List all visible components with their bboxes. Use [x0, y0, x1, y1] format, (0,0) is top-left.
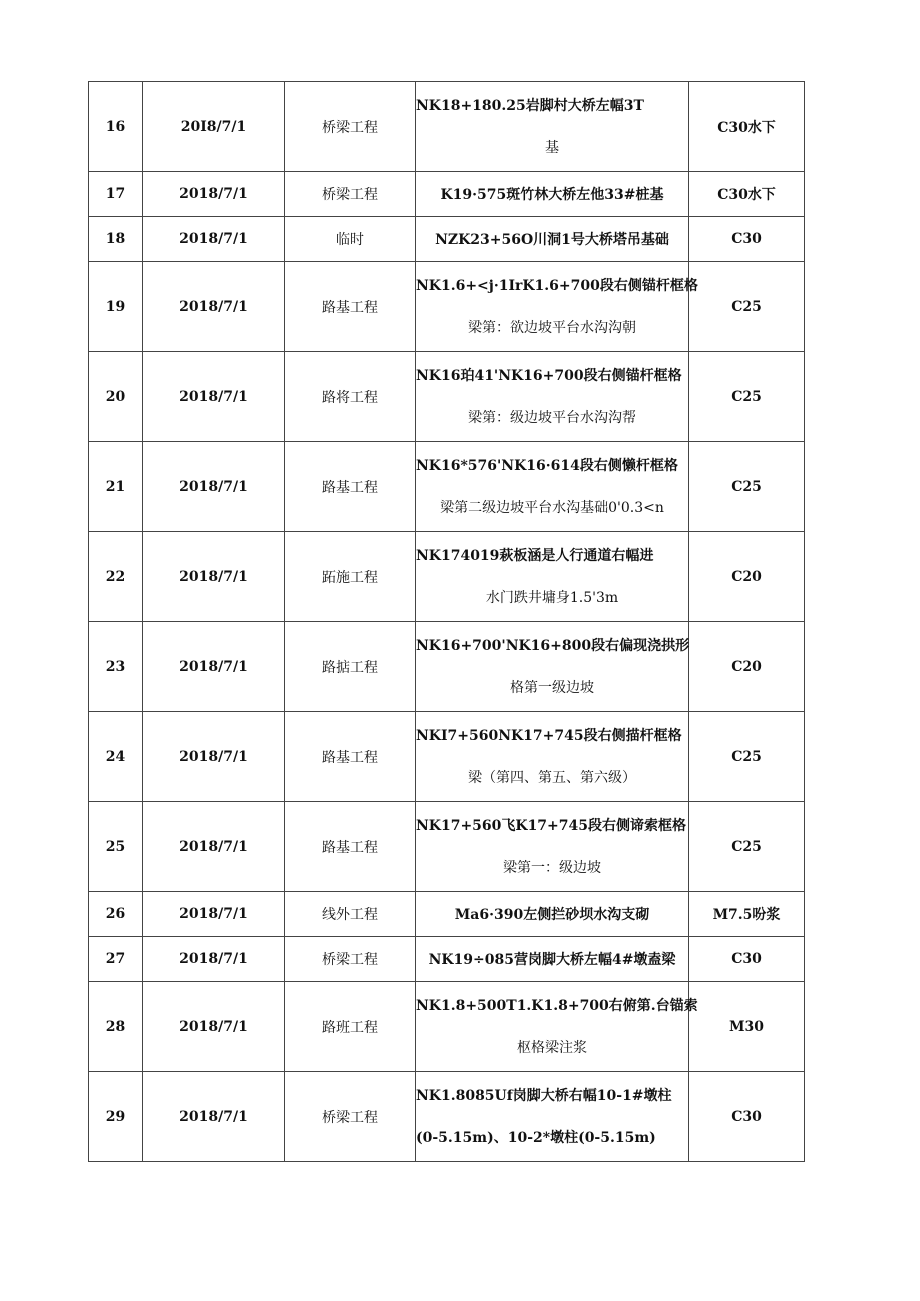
- work-type: 桥梁工程: [285, 82, 416, 172]
- row-number: 19: [89, 262, 143, 352]
- concrete-grade: C30水下: [689, 82, 805, 172]
- work-part-line-1: Ma6·390左侧拦砂坝水沟支砌: [454, 907, 650, 923]
- work-part-line-2: 梁第：级边坡平台水沟沟帮: [468, 409, 636, 426]
- work-part: [416, 172, 689, 217]
- row-number: 18: [89, 217, 143, 262]
- row-number: 29: [89, 1072, 143, 1162]
- work-part-line-1: K19·575斑竹林大桥左他33#桩基: [440, 187, 664, 203]
- table-row: [89, 937, 805, 982]
- work-type: 路基工程: [285, 442, 416, 532]
- work-part-line-1: NZK23+56O川洞1号大桥塔吊基础: [435, 232, 669, 248]
- pour-date: 2018/7/1: [143, 892, 285, 937]
- work-part: [416, 802, 689, 892]
- work-part: [416, 982, 698, 1072]
- concrete-grade: C30: [689, 1072, 805, 1162]
- pour-date: 2018/7/1: [143, 352, 285, 442]
- table-row: [89, 712, 805, 802]
- work-type: 路基工程: [285, 802, 416, 892]
- work-type: 桥梁工程: [285, 172, 416, 217]
- work-part-line-1: NK17+560飞K17+745段右侧谛索框格: [416, 817, 687, 834]
- work-part-line-1: NK16*576'NK16·614段右侧懒杆框格: [416, 457, 678, 474]
- concrete-grade: C30水下: [689, 172, 805, 217]
- pour-date: 2018/7/1: [143, 442, 285, 532]
- table-row: [89, 262, 805, 352]
- row-number: 23: [89, 622, 143, 712]
- concrete-grade: C25: [689, 802, 805, 892]
- table-row: [89, 622, 805, 712]
- work-part-line-1: NK18+180.25岩脚村大桥左幅3T: [416, 97, 644, 114]
- table-row: [89, 442, 805, 532]
- work-part: [416, 1072, 689, 1162]
- work-type: 路将工程: [285, 352, 416, 442]
- work-part: [416, 712, 689, 802]
- row-number: 28: [89, 982, 143, 1072]
- table-row: [89, 982, 805, 1072]
- row-number: 22: [89, 532, 143, 622]
- row-number: 20: [89, 352, 143, 442]
- concrete-grade: C20: [689, 532, 805, 622]
- work-part: [416, 442, 689, 532]
- work-type: 桥梁工程: [285, 1072, 416, 1162]
- work-part: [416, 262, 698, 352]
- concrete-grade: C30: [689, 937, 805, 982]
- work-type: 路掂工程: [285, 622, 416, 712]
- work-part-line-1: NK1.6+<j·1IrK1.6+700段右侧锚杆框格: [416, 277, 698, 294]
- work-part: [416, 937, 689, 982]
- pour-date: 2018/7/1: [143, 262, 285, 352]
- work-part: [416, 217, 689, 262]
- work-part: [416, 622, 689, 712]
- work-part-line-2: (0-5.15m)、10-2*墩柱(0-5.15m): [416, 1129, 656, 1146]
- work-type: 桥梁工程: [285, 937, 416, 982]
- work-part-line-2: 枢格梁注浆: [517, 1039, 587, 1056]
- concrete-grade: M30: [689, 982, 805, 1072]
- work-part-line-1: NK16珀41'NK16+700段右侧锚杆框格: [416, 367, 682, 384]
- work-part-line-2: 梁第二级边坡平台水沟基础0'0.3<n: [440, 499, 664, 516]
- work-part-line-1: NK19÷085营岗脚大桥左幅4#墩盍梁: [428, 952, 676, 968]
- work-type: 路基工程: [285, 712, 416, 802]
- row-number: 26: [89, 892, 143, 937]
- pour-date: 2018/7/1: [143, 217, 285, 262]
- work-type: 临时: [285, 217, 416, 262]
- table-row: [89, 802, 805, 892]
- row-number: 25: [89, 802, 143, 892]
- concrete-grade: C25: [689, 352, 805, 442]
- work-part-line-2: 水门跌井墉身1.5'3m: [485, 589, 619, 606]
- work-part: [416, 532, 689, 622]
- work-part-line-1: NK16+700'NK16+800段右偏现浇拱形: [416, 637, 690, 654]
- concrete-grade: C25: [689, 262, 805, 352]
- work-type: 跖施工程: [285, 532, 416, 622]
- row-number: 17: [89, 172, 143, 217]
- table-row: [89, 1072, 805, 1162]
- table-row: [89, 217, 805, 262]
- work-part-line-2: 格第一级边坡: [510, 679, 594, 696]
- work-type: 路基工程: [285, 262, 416, 352]
- pour-date: 2018/7/1: [143, 802, 285, 892]
- row-number: 24: [89, 712, 143, 802]
- work-part-line-1: NK1.8+500T1.K1.8+700右俯第.台锚索: [416, 997, 698, 1014]
- work-type: 路班工程: [285, 982, 416, 1072]
- pour-date: 2018/7/1: [143, 172, 285, 217]
- work-part-line-2: 基: [545, 139, 559, 156]
- row-number: 16: [89, 82, 143, 172]
- pour-date: 2018/7/1: [143, 622, 285, 712]
- work-part-line-2: 梁（第四、第五、第六级）: [468, 769, 636, 786]
- pour-date: 2018/7/1: [143, 982, 285, 1072]
- table-row: [89, 532, 805, 622]
- concrete-grade: M7.5吩浆: [689, 892, 805, 937]
- concrete-pour-table: [88, 81, 805, 1162]
- row-number: 21: [89, 442, 143, 532]
- work-part-line-2: 梁第：欲边坡平台水沟沟朝: [468, 319, 636, 336]
- work-part: [416, 892, 689, 937]
- pour-date: 2018/7/1: [143, 937, 285, 982]
- work-type: 线外工程: [285, 892, 416, 937]
- work-part: [416, 352, 689, 442]
- pour-date: 20I8/7/1: [143, 82, 285, 172]
- pour-date: 2018/7/1: [143, 712, 285, 802]
- table-row: [89, 82, 805, 172]
- work-part-line-2: 梁第一：级边坡: [503, 859, 601, 876]
- work-part-line-1: NKI7+560NK17+745段右侧描杆框格: [416, 727, 682, 744]
- table-row: [89, 352, 805, 442]
- row-number: 27: [89, 937, 143, 982]
- concrete-grade: C25: [689, 442, 805, 532]
- concrete-grade: C20: [689, 622, 805, 712]
- table-row: [89, 172, 805, 217]
- pour-date: 2018/7/1: [143, 1072, 285, 1162]
- work-part-line-1: NK174019萩板涵是人行通道右幅进: [416, 547, 654, 564]
- table-row: [89, 892, 805, 937]
- work-part: [416, 82, 689, 172]
- concrete-grade: C25: [689, 712, 805, 802]
- concrete-grade: C30: [689, 217, 805, 262]
- pour-date: 2018/7/1: [143, 532, 285, 622]
- work-part-line-1: NK1.8085Uf岗脚大桥右幅10-1#墩柱: [416, 1087, 672, 1104]
